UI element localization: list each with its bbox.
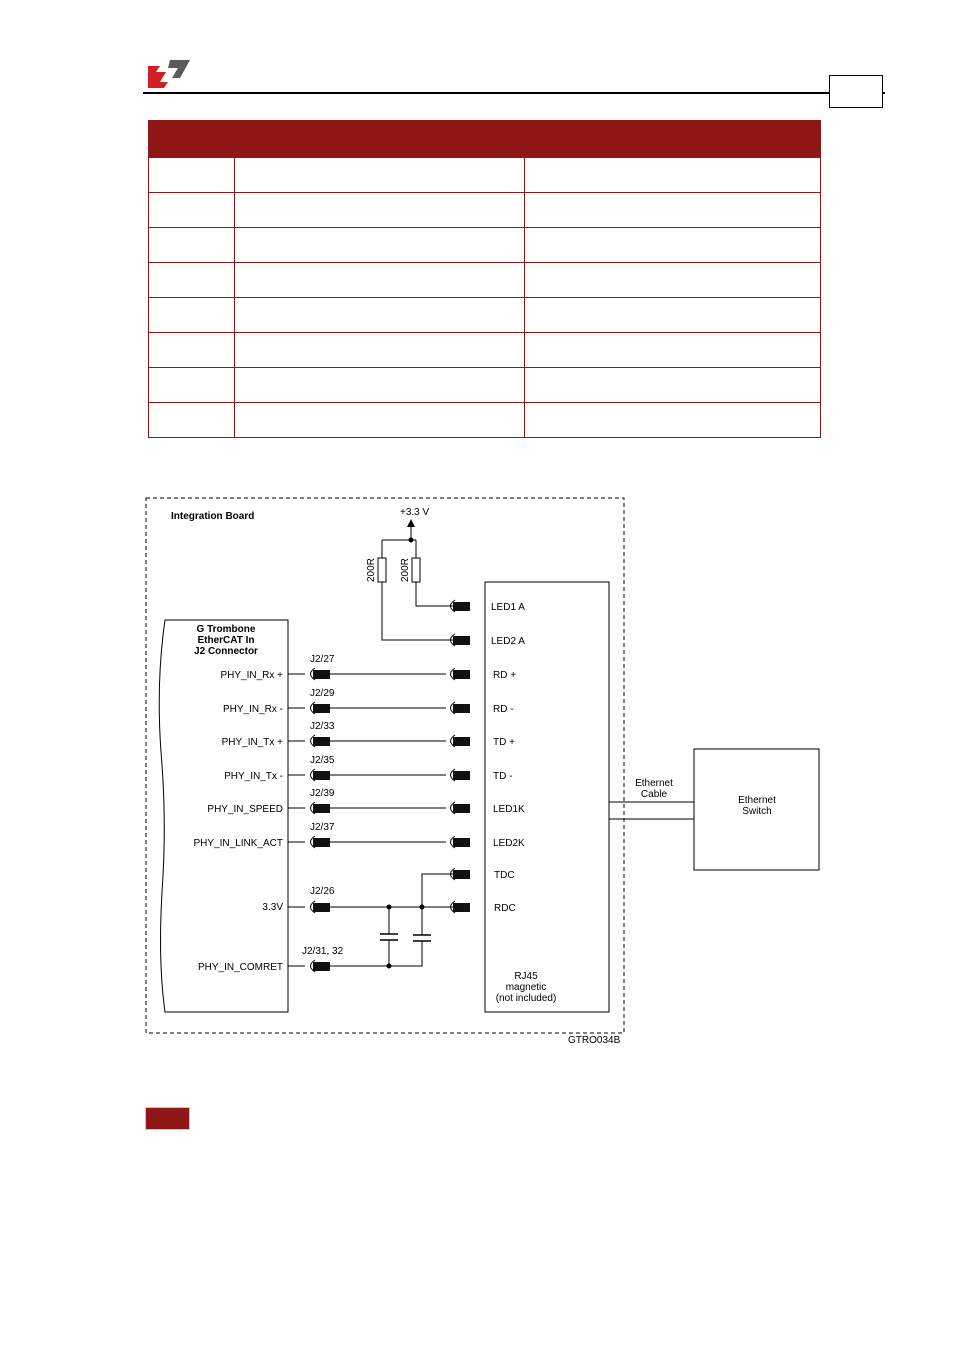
company-logo-icon [146, 58, 192, 90]
pin-table [148, 120, 821, 438]
capacitor-c1 [380, 907, 398, 966]
note-marker [145, 1107, 190, 1130]
table-row [149, 368, 821, 403]
signal-name: PHY_IN_LINK_ACT [193, 838, 283, 849]
signal-name: PHY_IN_Tx + [221, 737, 283, 748]
table-cell [525, 193, 821, 228]
resistor-r2 [412, 558, 420, 582]
connector-title-2: EtherCAT In [197, 635, 255, 646]
signal-pin: J2/37 [310, 822, 335, 833]
rj45-pin-icon [453, 670, 470, 679]
circuit-diagram [140, 492, 830, 1052]
table-cell [525, 333, 821, 368]
table-row [149, 193, 821, 228]
table-cell [525, 158, 821, 193]
supply-label: +3.3 V [400, 507, 430, 518]
table-cell [525, 263, 821, 298]
rj45-pin-label: TD + [493, 737, 515, 748]
tdc-row [451, 868, 515, 881]
supply-arrow-icon [407, 519, 415, 527]
table-cell [235, 228, 525, 263]
ethernet-cable-label-2: Cable [640, 789, 668, 800]
resistor-r1 [378, 558, 386, 582]
svg-text:RDC: RDC [494, 903, 516, 914]
table-row [149, 228, 821, 263]
connector-pin-icon [313, 704, 330, 713]
svg-text:PHY_IN_COMRET: PHY_IN_COMRET [197, 962, 283, 973]
table-cell [235, 403, 525, 438]
table-cell [149, 228, 235, 263]
rj45-pin-label: RD + [493, 670, 517, 681]
integration-board-label: Integration Board [171, 511, 255, 522]
connector-pin-icon [313, 737, 330, 746]
svg-text:LED1 A: LED1 A [491, 602, 525, 613]
table-cell [235, 298, 525, 333]
rj45-pin-icon [453, 838, 470, 847]
table-cell [235, 263, 525, 298]
rj45-pin-icon [453, 704, 470, 713]
signal-pin: J2/39 [310, 788, 335, 799]
ethernet-switch-label-2: Switch [742, 806, 772, 817]
table-cell [149, 333, 235, 368]
table-row [149, 403, 821, 438]
connector-pin-icon [313, 838, 330, 847]
table-row [149, 333, 821, 368]
connector-title-1: G Trombone [196, 624, 256, 635]
table-cell [149, 403, 235, 438]
rj45-pin-label: RD - [493, 704, 514, 715]
ethernet-cable-label-1: Ethernet [635, 778, 673, 789]
rj45-label-2: magnetic [505, 982, 547, 993]
header-rule [143, 92, 885, 94]
signal-pin: J2/29 [310, 688, 335, 699]
rdc-row [451, 901, 516, 914]
signal-name: PHY_IN_Rx + [220, 670, 283, 681]
connector-title-3: J2 Connector [194, 646, 258, 657]
table-cell [235, 193, 525, 228]
table-row [149, 158, 821, 193]
table-cell [235, 368, 525, 403]
table-cell [525, 298, 821, 333]
svg-text:J2/31, 32: J2/31, 32 [302, 946, 344, 957]
table-cell [149, 368, 235, 403]
svg-text:TDC: TDC [494, 870, 515, 881]
table-cell [149, 263, 235, 298]
rj45-pin-icon [453, 771, 470, 780]
table-cell [149, 158, 235, 193]
signal-pin: J2/35 [310, 755, 335, 766]
rj45-label-1: RJ45 [514, 971, 538, 982]
signal-pin: J2/33 [310, 721, 335, 732]
rj45-pin-icon [453, 804, 470, 813]
signal-name: PHY_IN_Rx - [222, 704, 283, 715]
svg-text:3.3V: 3.3V [262, 902, 283, 913]
svg-text:J2/26: J2/26 [310, 886, 335, 897]
ethernet-switch-label-1: Ethernet [738, 795, 776, 806]
table-cell [149, 298, 235, 333]
table-row [149, 298, 821, 333]
rj45-pin-label: LED1K [493, 804, 525, 815]
connector-pin-icon [313, 804, 330, 813]
svg-text:LED2 A: LED2 A [491, 636, 525, 647]
v33-row [262, 886, 453, 913]
rj45-pin-label: TD - [493, 771, 513, 782]
table-row [149, 263, 821, 298]
table-cell [235, 333, 525, 368]
table-header-cell [149, 121, 821, 158]
table-cell [149, 193, 235, 228]
rj45-pin-label: LED2K [493, 838, 525, 849]
table-cell [525, 403, 821, 438]
resistor-r2-label: 200R [400, 558, 411, 582]
signal-name: PHY_IN_Tx - [224, 771, 283, 782]
table-cell [525, 228, 821, 263]
signal-name: PHY_IN_SPEED [207, 804, 283, 815]
page-number-box [829, 75, 883, 108]
resistor-r1-label: 200R [366, 558, 377, 582]
signal-pin: J2/27 [310, 654, 335, 665]
table-cell [525, 368, 821, 403]
rj45-pin-icon [453, 737, 470, 746]
connector-pin-icon [313, 771, 330, 780]
table-header-row [149, 121, 821, 158]
connector-pin-icon [313, 670, 330, 679]
rj45-label-3: (not included) [495, 993, 557, 1004]
table-cell [235, 158, 525, 193]
capacitor-c2 [413, 907, 431, 944]
figure-code: GTRO034B [568, 1035, 621, 1046]
